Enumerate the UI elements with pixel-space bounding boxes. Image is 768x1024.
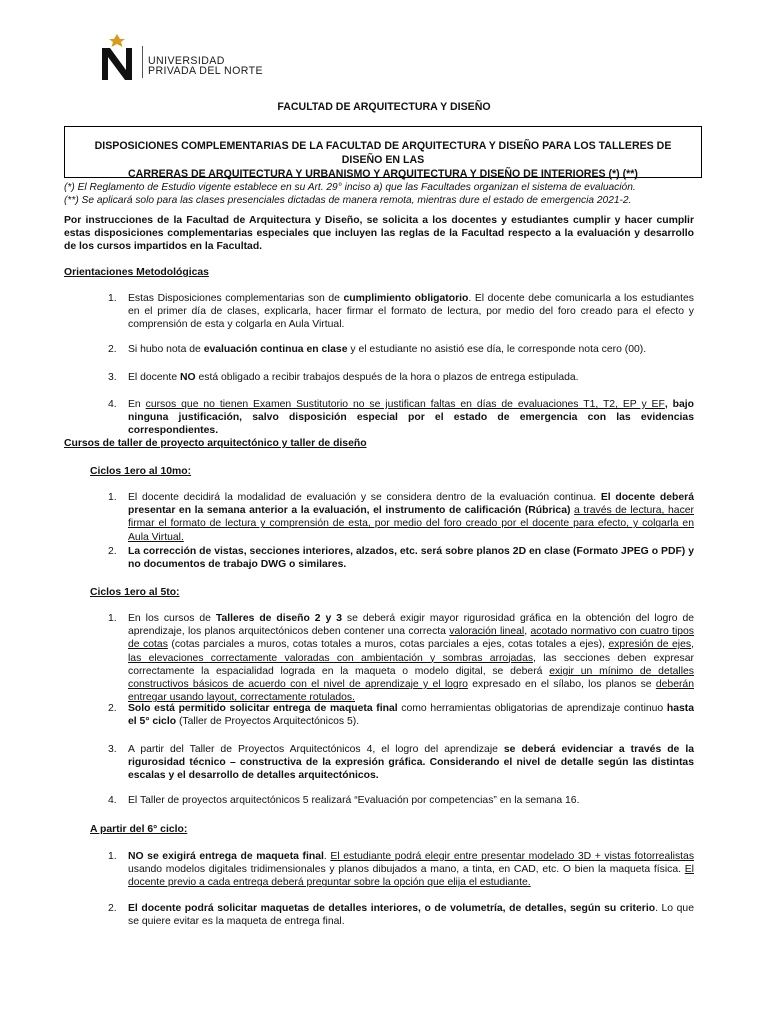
list-item (128, 612, 694, 704)
document-title-line-2: CARRERAS DE ARQUITECTURA Y URBANISMO Y ARQUITECTURA Y DISEÑO DE INTERIORES (*) (**) (128, 168, 638, 180)
item-underlined-text: acotado normativo con cuatro tipos de cotas (128, 626, 694, 651)
item-text: El docente (128, 372, 180, 383)
item-text: En (128, 399, 146, 410)
item-underlined-text: expresión de ejes (608, 639, 692, 651)
logo-line-1: UNIVERSIDAD (148, 55, 225, 67)
list-item (128, 743, 694, 783)
document-title-box (64, 126, 702, 178)
subheading-ciclos-1-5: Ciclos 1ero al 5to: (90, 587, 180, 598)
item-text: . Lo que se quiere evitar es la maqueta de entrega final. (128, 903, 694, 928)
item-text: . El docente debe comunicarla a los estudiantes en el primer día de clases, explicarla, hacer firmar el formato de lectura, por medio del foro creado para el efecto y comprensión de esta y colgarla en Aula Virtual. (128, 293, 695, 331)
item-underlined-text: valoración lineal (449, 626, 525, 638)
item-underlined-text: las elevaciones correctamente valoradas con ambientación y sombras arrojadas (128, 652, 534, 664)
item-text: expresado en el sílabo, los planos se (467, 679, 656, 691)
document-title-line-1: DISPOSICIONES COMPLEMENTARIAS DE LA FACULTAD DE ARQUITECTURA Y DISEÑO PARA LOS TALLERES DE DISEÑO EN LAS (94, 140, 672, 166)
list-number: 2. (108, 344, 117, 355)
item-underlined-text: exigir un mínimo de detalles constructivos básicos de acuerdo con el nivel de aprendizaje y el logro (128, 665, 694, 691)
list-item (128, 343, 694, 356)
item-underlined-text: a través de lectura, hacer firmar el formato de lectura y comprensión de esta, por medio del foro creado por el docente para efecto, y colgarla en Aula Virtual. (128, 505, 695, 543)
item-text: (Taller de Proyectos Arquitectónicos 5). (176, 716, 360, 728)
item-bold-text: El docente podrá solicitar maquetas de detalles interiores, o de volumetría, de detalles, según su criterio (128, 903, 656, 914)
list-number: 2. (108, 703, 117, 714)
item-bold-text: NO (180, 372, 196, 383)
faculty-title: FACULTAD DE ARQUITECTURA Y DISEÑO (277, 101, 491, 113)
item-bold-text: evaluación continua en clase (203, 344, 348, 355)
item-bold-text: Solo está permitido solicitar entrega de maqueta final (128, 703, 398, 714)
footnote-2: (**) Se aplicará solo para las clases presenciales dictadas de manera remota, mientras dure el estado de emergencia 2021-2. (64, 195, 632, 206)
item-text: usando modelos digitales tridimensionales y planos dibujados a mano, a tinta, en CAD, etc. O bien la maqueta física. (128, 864, 685, 876)
list-number: 1. (108, 851, 117, 862)
intro-paragraph: Por instrucciones de la Facultad de Arquitectura y Diseño, se solicita a los docentes y estudiantes cumplir y hacer cumplir estas disposiciones complementarias especiales que incluyen las reglas de la Facultad respecto a la evaluación y desarrollo de los cursos impartidos en la Facultad. (64, 215, 694, 253)
item-text: se deberá exigir mayor rigurosidad gráfica en la obtención del logro de aprendizaje, los planos arquitectónicos deben contener una correcta (128, 613, 695, 638)
university-logo (98, 32, 298, 88)
item-bold-text: El docente deberá presentar en la semana anterior a la evaluación, el instrumento de calificación (Rúbrica) (128, 492, 694, 517)
logo-divider (142, 46, 143, 78)
item-text: A partir del Taller de Proyectos Arquitectónicos 4, el logro del aprendizaje (128, 744, 504, 755)
list-number: 4. (108, 399, 117, 410)
upn-n-logo-icon (98, 32, 140, 84)
item-underlined-text: cursos que no tienen Examen Sustitutorio no se justifican faltas en días de evaluaciones T1, T2, EP y EF (145, 399, 665, 410)
section-heading-cursos: Cursos de taller de proyecto arquitectónico y taller de diseño (64, 438, 367, 449)
list-item (128, 850, 694, 890)
item-bold-text: se deberá evidenciar a través de la rigurosidad técnico – constructiva de la expresión gráfica. Considerando el nivel de detalle según las distintas escalas y el desarrollo de detalles arquitectónicos. (128, 744, 694, 782)
list-number: 4. (108, 795, 117, 806)
list-item (128, 371, 694, 384)
list-item (128, 491, 694, 544)
logo-line-2: PRIVADA DEL NORTE (148, 65, 263, 77)
subheading-a-partir-6: A partir del 6° ciclo: (90, 824, 188, 835)
item-text: El docente decidirá la modalidad de evaluación y se considera dentro de la evaluación continua. (128, 492, 601, 503)
list-number: 3. (108, 744, 117, 755)
list-number: 1. (108, 293, 117, 304)
item-text: y el estudiante no asistió ese día, le corresponde nota cero (00). (347, 344, 647, 355)
item-text: Estas Disposiciones complementarias son de (128, 293, 344, 304)
item-text: En los cursos de (128, 613, 216, 624)
item-text: como herramientas obligatorias de aprendizaje continuo (397, 703, 667, 714)
list-number: 2. (108, 903, 117, 914)
item-bold-text: NO se exigirá entrega de maqueta final (128, 851, 324, 862)
item-text: , (524, 626, 531, 638)
item-text: Si hubo nota de (128, 344, 204, 355)
list-number: 1. (108, 492, 117, 503)
list-item (128, 398, 694, 438)
list-item: El Taller de proyectos arquitectónicos 5 realizará “Evaluación por competencias” en la semana 16. (128, 795, 580, 806)
list-item (128, 902, 694, 928)
item-text: . (323, 851, 331, 862)
item-text: , (691, 639, 694, 651)
item-underlined-text: El docente previo a cada entrega deberá preguntar sobre la opción que elija el estudiante. (128, 864, 694, 889)
list-item: La corrección de vistas, secciones interiores, alzados, etc. será sobre planos 2D en clase (Formato JPEG o PDF) y no documentos de trabajo DWG o similares. (128, 546, 694, 571)
list-item (128, 292, 694, 332)
list-number: 3. (108, 372, 117, 383)
item-underlined-text: El estudiante podrá elegir entre presentar modelado 3D + vistas fotorrealistas (330, 851, 695, 862)
item-bold-text: , bajo ninguna justificación, salvo disposición especial por el estado de emergencia con las evidencias correspondientes. (128, 399, 694, 437)
list-item (128, 702, 694, 728)
item-text: , las secciones deben expresar correctamente la espacialidad lograda en la maqueta o modelo digital, se deberá (128, 652, 694, 677)
item-bold-text: hasta el 5° ciclo (128, 703, 695, 728)
item-text: (cotas parciales a muros, cotas totales a muros, cotas parciales a ejes, cotas totales a ejes), (167, 639, 609, 651)
item-bold-text: cumplimiento obligatorio (343, 293, 469, 304)
subheading-ciclos-1-10: Ciclos 1ero al 10mo: (90, 466, 192, 477)
item-underlined-text: deberán entregar usando layout, correctamente rotulados. (128, 679, 694, 704)
section-heading-orientaciones: Orientaciones Metodológicas (64, 267, 209, 278)
list-number: 2. (108, 546, 117, 557)
footnote-1: (*) El Reglamento de Estudio vigente establece en su Art. 29° inciso a) que las Facultades organizan el sistema de evaluación. (64, 182, 636, 193)
list-number: 1. (108, 613, 117, 624)
item-bold-text: Talleres de diseño 2 y 3 (215, 613, 342, 624)
item-text: está obligado a recibir trabajos después de la hora o plazos de entrega estipulada. (195, 372, 579, 383)
